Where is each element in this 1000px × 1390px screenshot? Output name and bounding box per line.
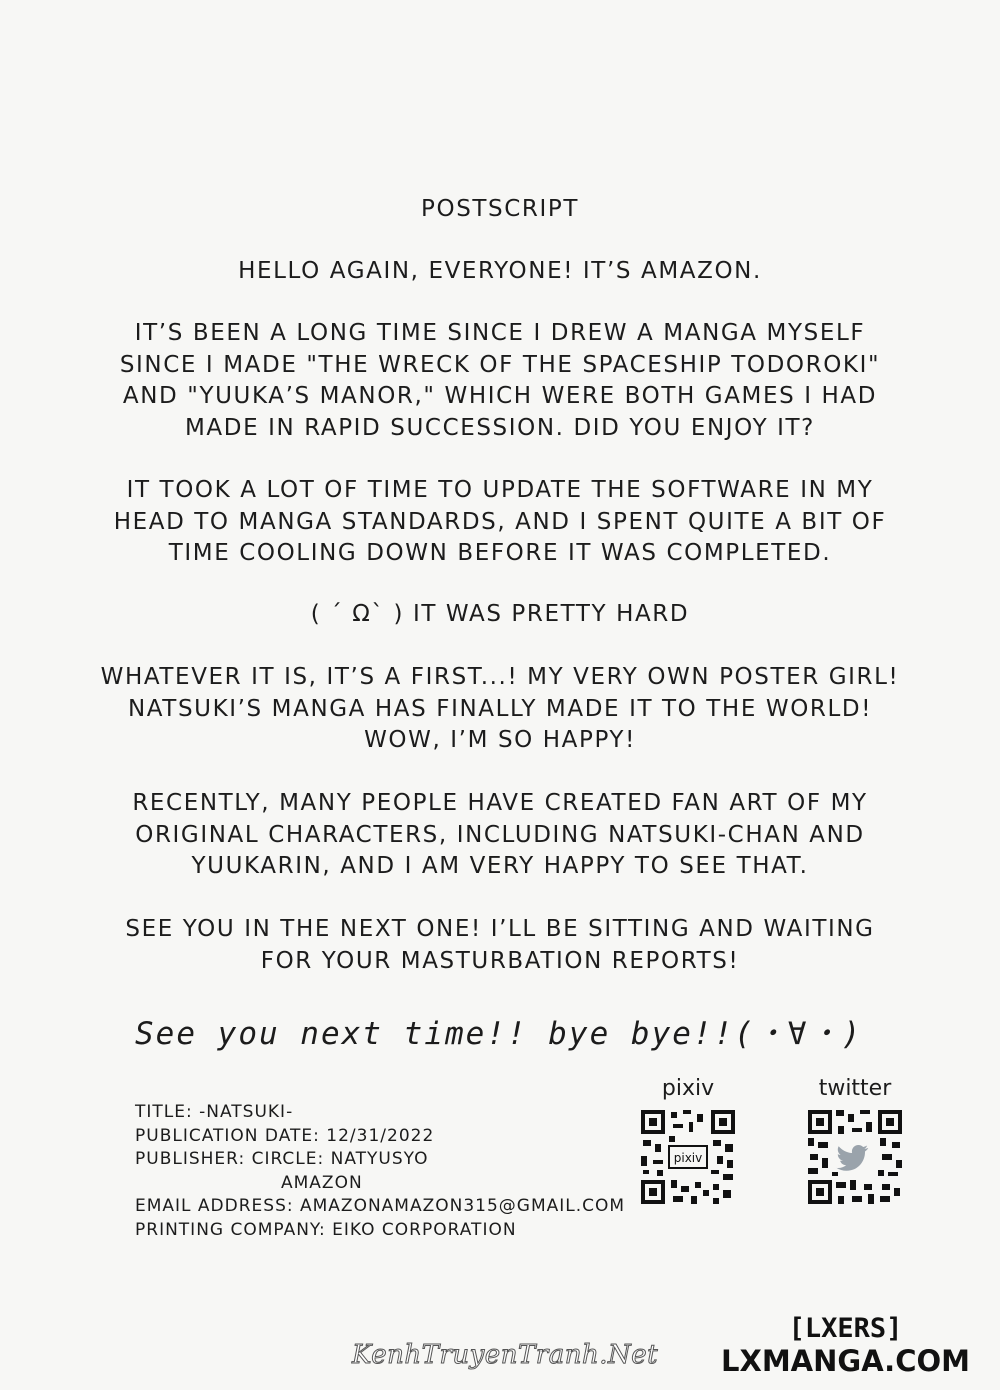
site-watermark: KenhTruyenTranh.Net <box>352 1340 659 1370</box>
paragraph-see-you <box>0 914 1000 977</box>
text-line: FOR YOUR MASTURBATION REPORTS! <box>260 947 740 974</box>
pixiv-logo-icon: pixiv <box>673 1151 703 1165</box>
text-line: RECENTLY, MANY PEOPLE HAVE CREATED FAN ART OF MY <box>132 790 868 816</box>
pixiv-qr-code-icon[interactable] <box>639 1108 737 1206</box>
colophon <box>135 1101 625 1242</box>
pixiv-qr-block[interactable] <box>633 1076 743 1206</box>
text-line: IT’S BEEN A LONG TIME SINCE I DREW A MANGA MYSELF <box>134 320 866 346</box>
text-line: TIME COOLING DOWN BEFORE IT WAS COMPLETED. <box>168 540 832 566</box>
twitter-label: twitter <box>818 1076 892 1101</box>
pixiv-label: pixiv <box>661 1076 715 1101</box>
colophon-publisher-name: AMAZON <box>281 1172 363 1193</box>
paragraph-long-time <box>0 318 1000 444</box>
colophon-publisher: PUBLISHER: CIRCLE: NATYUSYO <box>135 1149 429 1169</box>
brand-watermark <box>721 1314 970 1378</box>
text-line: SEE YOU IN THE NEXT ONE! I’LL BE SITTING AND WAITING <box>125 916 875 942</box>
text-line: YUUKARIN, AND I AM VERY HAPPY TO SEE THAT. <box>191 853 809 879</box>
text-line: SINCE I MADE "THE WRECK OF THE SPACESHIP TODOROKI" <box>119 351 881 378</box>
text-line: MADE IN RAPID SUCCESSION. DID YOU ENJOY IT? <box>184 414 815 441</box>
colophon-email: EMAIL ADDRESS: AMAZONAMAZON315@GMAIL.COM <box>135 1196 626 1216</box>
text-line: AND "YUUKA’S MANOR," WHICH WERE BOTH GAMES I HAD <box>122 383 878 409</box>
colophon-publication-date: PUBLICATION DATE: 12/31/2022 <box>135 1125 435 1146</box>
paragraph-greeting <box>0 256 1000 288</box>
colophon-title: TITLE: -NATSUKI- <box>135 1102 294 1122</box>
paragraph-fan-art <box>0 788 1000 883</box>
twitter-qr-code-icon[interactable] <box>806 1108 904 1206</box>
text-line: ( ´ Ω` ) IT WAS PRETTY HARD <box>310 601 690 627</box>
text-line: ORIGINAL CHARACTERS, INCLUDING NATSUKI-CHAN AND <box>135 821 865 848</box>
signoff-text: See you next time!! bye bye!!(・∀・) <box>135 1016 863 1052</box>
postscript-title: POSTSCRIPT <box>421 196 579 222</box>
colophon-printing: PRINTING COMPANY: EIKO CORPORATION <box>135 1219 517 1240</box>
paragraph-poster-girl <box>0 662 1000 757</box>
text-line: WHATEVER IT IS, IT’S A FIRST...! MY VERY OWN POSTER GIRL! <box>100 664 900 690</box>
brand-watermark-line1: [LXERS] <box>788 1313 903 1344</box>
brand-watermark-line2: LXMANGA.COM <box>720 1344 970 1378</box>
paragraph-update-software <box>0 475 1000 570</box>
text-line: HEAD TO MANGA STANDARDS, AND I SPENT QUITE A BIT OF <box>113 508 887 535</box>
text-line: IT TOOK A LOT OF TIME TO UPDATE THE SOFTWARE IN MY <box>126 477 874 503</box>
text-line: HELLO AGAIN, EVERYONE! IT’S AMAZON. <box>238 258 762 284</box>
paragraph-pretty-hard <box>0 599 1000 631</box>
text-line: WOW, I’M SO HAPPY! <box>364 727 636 753</box>
twitter-qr-block[interactable] <box>800 1076 910 1206</box>
text-line: NATSUKI’S MANGA HAS FINALLY MADE IT TO THE WORLD! <box>127 695 873 722</box>
